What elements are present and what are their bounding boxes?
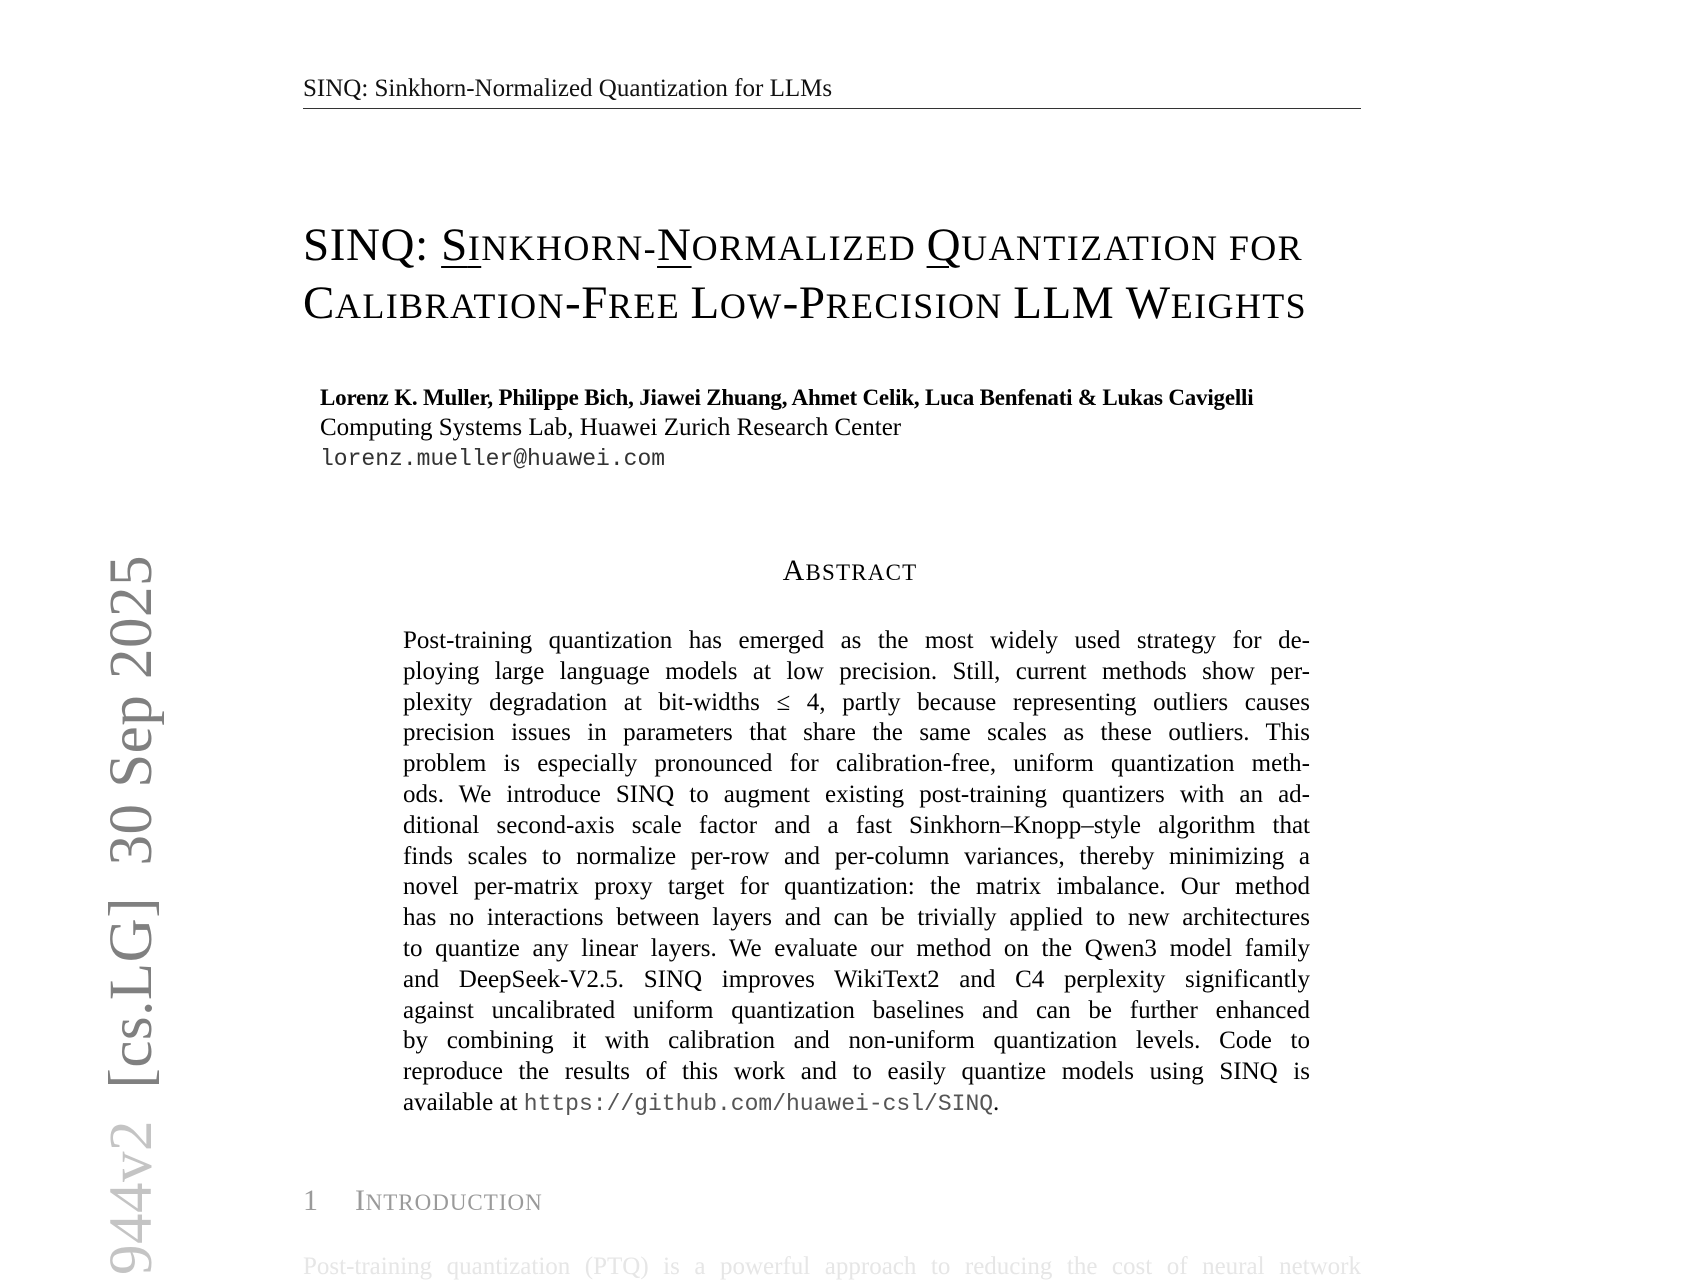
title-segment: EIGHTS: [1170, 286, 1308, 326]
arxiv-category-date: [cs.LG] 30 Sep 2025: [98, 554, 165, 1120]
title-segment: S: [441, 219, 468, 271]
section-title-rest: NTRODUCTION: [365, 1190, 543, 1215]
title-segment: I: [467, 228, 482, 268]
title-segment: RECISION: [825, 286, 1014, 326]
title-segment: -F: [564, 277, 608, 329]
title-line-2: [303, 276, 1373, 334]
running-head: SINQ: Sinkhorn-Normalized Quantization for LLMs: [303, 75, 833, 102]
author-list: Lorenz K. Muller, Philippe Bich, Jiawei Zhuang, Ahmet Celik, Luca Benfenati & Lukas Cavigelli: [320, 385, 1254, 410]
abstract-line: to quantize any linear layers. We evaluate our method on the Qwen3 model family: [403, 934, 1310, 962]
title-line-1: [303, 218, 1373, 276]
arxiv-id-fragment: 944v2: [98, 1120, 165, 1275]
abstract-line: ploying large language models at low precision. Still, current methods show per-: [403, 657, 1310, 685]
abstract-line: ods. We introduce SINQ to augment existing post-training quantizers with an ad-: [403, 780, 1310, 808]
header-rule: [303, 108, 1361, 109]
abstract-line: finds scales to normalize per-row and per-column variances, thereby minimizing a: [403, 842, 1310, 870]
title-segment: LLM W: [1013, 277, 1171, 329]
title-segment: OW: [719, 286, 783, 326]
abstract-line: has no interactions between layers and can be trivially applied to new architectures: [403, 904, 1310, 932]
introduction-first-line: Post-training quantization (PTQ) is a powerful approach to reducing the cost of neural network: [303, 1253, 1361, 1280]
abstract-body: [403, 626, 1310, 1119]
abstract-text: .: [993, 1088, 1000, 1116]
author-email[interactable]: lorenz.mueller@huawei.com: [320, 446, 666, 472]
title-segment: REE: [607, 286, 691, 326]
section-title-initial: I: [355, 1184, 366, 1217]
section-heading-introduction: [303, 1183, 543, 1221]
abstract-heading-rest: BSTRACT: [805, 560, 918, 585]
abstract-line: by combining it with calibration and non-uniform quantization levels. Code to: [403, 1027, 1310, 1055]
title-segment: ORMALIZED: [691, 228, 927, 268]
title-segment: ALIBRATION: [334, 286, 565, 326]
abstract-line: novel per-matrix proxy target for quantization: the matrix imbalance. Our method: [403, 873, 1310, 901]
abstract-line: reproduce the results of this work and to easily quantize models using SINQ is: [403, 1058, 1310, 1086]
title-segment: SINQ:: [303, 219, 442, 271]
code-repository-link[interactable]: https://github.com/huawei-csl/SINQ: [523, 1090, 994, 1117]
paper-title: [303, 218, 1373, 334]
title-segment: C: [303, 277, 335, 329]
abstract-text: available at: [403, 1088, 524, 1116]
abstract-heading-initial: A: [782, 554, 806, 587]
title-segment: UANTIZATION FOR: [961, 228, 1304, 268]
abstract-heading: [0, 553, 1700, 591]
section-number: 1: [303, 1184, 319, 1217]
title-segment: NKHORN-: [481, 228, 658, 268]
abstract-last-line: [403, 1088, 1310, 1119]
affiliation: Computing Systems Lab, Huawei Zurich Research Center: [320, 414, 902, 441]
title-segment: Q: [926, 219, 962, 271]
arxiv-identifier-stamp: [100, 555, 164, 1275]
abstract-line: ditional second-axis scale factor and a fast Sinkhorn–Knopp–style algorithm that: [403, 811, 1310, 839]
abstract-line: problem is especially pronounced for calibration-free, uniform quantization meth-: [403, 750, 1310, 778]
abstract-line: Post-training quantization has emerged as the most widely used strategy for de-: [403, 627, 1310, 654]
abstract-line: plexity degradation at bit-widths ≤ 4, partly because representing outliers causes: [403, 688, 1310, 716]
abstract-line: precision issues in parameters that share the same scales as these outliers. This: [403, 719, 1310, 747]
title-segment: N: [657, 219, 692, 271]
abstract-line: and DeepSeek-V2.5. SINQ improves WikiText2 and C4 perplexity significantly: [403, 965, 1310, 993]
title-segment: L: [690, 277, 720, 329]
title-segment: -P: [782, 277, 826, 329]
abstract-line: against uncalibrated uniform quantization baselines and can be further enhanced: [403, 996, 1310, 1024]
